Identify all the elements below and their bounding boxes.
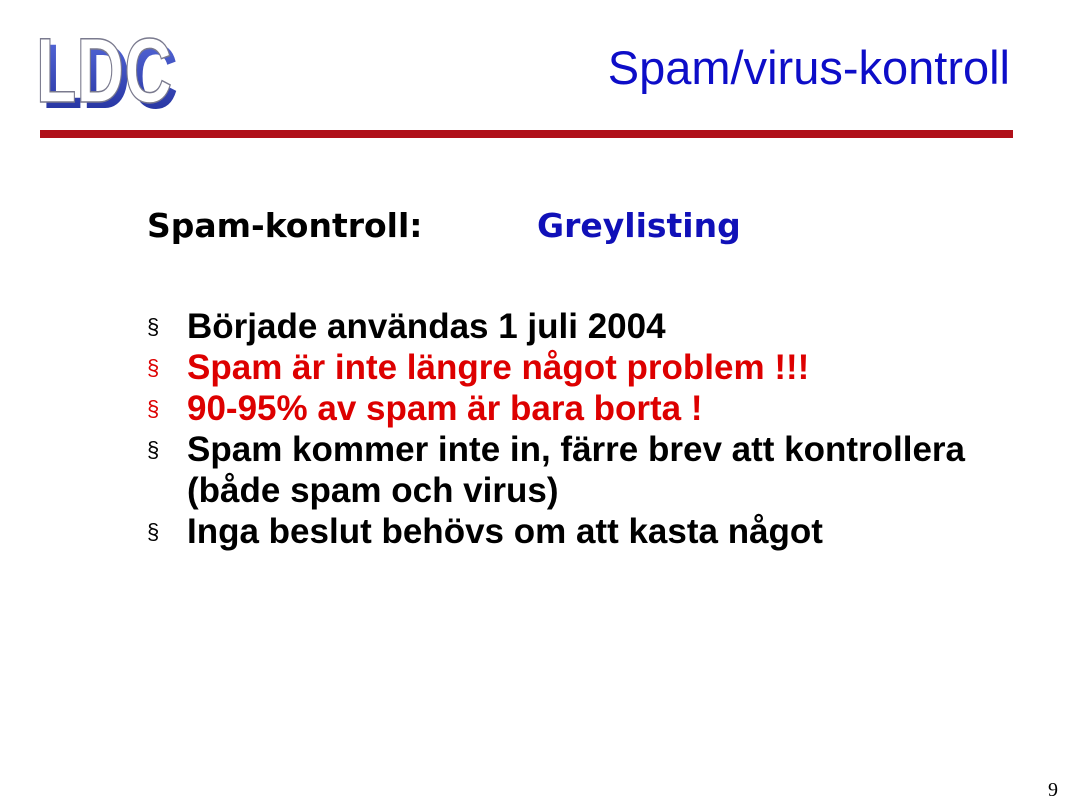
slide-title: Spam/virus-kontroll bbox=[607, 41, 1010, 94]
bullet-item-spam-gone bbox=[147, 388, 1027, 429]
ldc-logo bbox=[32, 28, 184, 116]
bullet-text: Inga beslut behövs om att kasta något bbox=[187, 512, 823, 551]
logo-face: LDC bbox=[36, 28, 172, 116]
square-bullet-icon: § bbox=[147, 314, 160, 339]
square-bullet-icon: § bbox=[147, 519, 160, 544]
bullet-text: Började användas 1 juli 2004 bbox=[187, 307, 666, 346]
bullet-text: Spam är inte längre något problem !!! bbox=[187, 348, 810, 387]
logo-shadow: LDC bbox=[42, 28, 178, 116]
square-bullet-icon: § bbox=[147, 437, 160, 462]
subheading-value: Greylisting bbox=[537, 206, 741, 245]
square-bullet-icon: § bbox=[147, 355, 160, 380]
bullet-item-no-spam-problem bbox=[147, 347, 1027, 388]
bullet-text: 90-95% av spam är bara borta ! bbox=[187, 389, 703, 428]
subheading-label: Spam-kontroll: bbox=[147, 206, 423, 245]
title-divider bbox=[40, 130, 1013, 138]
bullet-text: Spam kommer inte in, färre brev att kontrollera (både spam och virus) bbox=[187, 430, 966, 510]
bullet-item-no-decisions bbox=[147, 511, 1027, 552]
page-number: 9 bbox=[1048, 779, 1058, 801]
bullet-item-fewer-mails bbox=[147, 429, 1027, 511]
bullet-list bbox=[147, 306, 1027, 552]
bullet-item-started bbox=[147, 306, 1027, 347]
square-bullet-icon: § bbox=[147, 396, 160, 421]
